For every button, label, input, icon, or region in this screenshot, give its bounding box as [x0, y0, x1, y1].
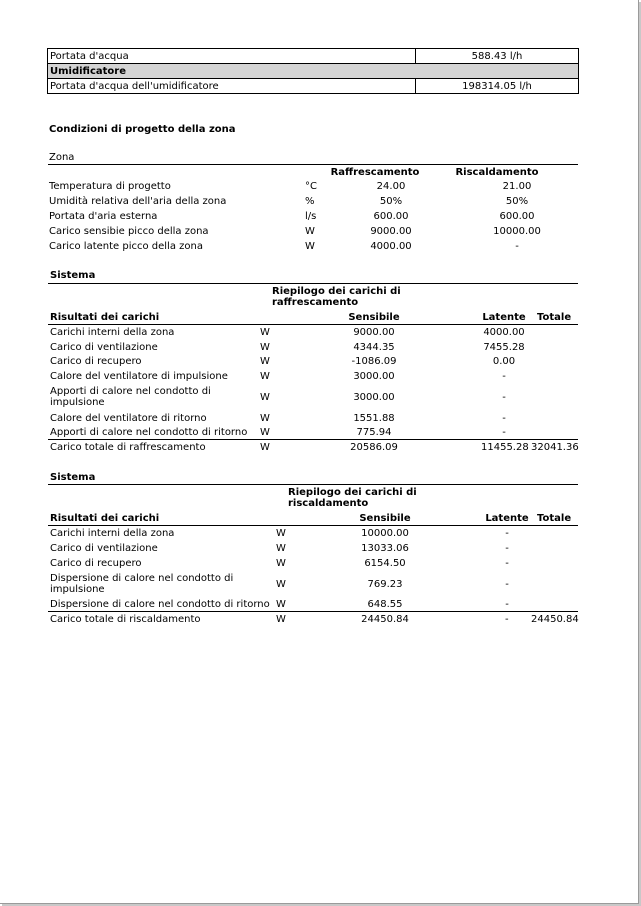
heating-sistema: Sistema: [50, 472, 96, 483]
heating-row-sens: 6154.50: [364, 558, 406, 569]
heating-row-sens: 10000.00: [361, 528, 409, 539]
heating-row-label: Carico di ventilazione: [50, 543, 158, 554]
heating-row-sens: 769.23: [367, 579, 403, 590]
heating-total-lat: -: [505, 614, 509, 625]
design-row-heat: -: [515, 241, 519, 252]
water-flow-table: [47, 48, 579, 94]
cooling-row-unit: W: [260, 327, 270, 338]
design-title: Condizioni di progetto della zona: [49, 124, 236, 135]
col-cool-header: Raffrescamento: [330, 167, 420, 178]
cooling-row-sens: 4344.35: [353, 342, 395, 353]
design-row-cool: 600.00: [373, 211, 409, 222]
heating-row-lat: -: [505, 579, 509, 590]
cooling-row-unit: W: [260, 342, 270, 353]
heating-row-unit: W: [276, 599, 286, 610]
heating-row-sens: 13033.06: [361, 543, 409, 554]
cooling-row-label: Apporti di calore nel condotto di ritorno: [50, 427, 248, 438]
design-row-label: Temperatura di progetto: [49, 181, 171, 192]
cooling-row-label: Carico di ventilazione: [50, 342, 158, 353]
heating-row-label: Dispersione di calore nel condotto di impulsione: [50, 573, 234, 595]
table-row: [48, 79, 579, 94]
design-row-cool: 4000.00: [370, 241, 412, 252]
cooling-results: Risultati dei carichi: [50, 312, 160, 323]
cooling-row-sens: 9000.00: [353, 327, 395, 338]
row-label: Portata d'acqua: [48, 49, 416, 64]
divider: [48, 324, 578, 325]
cooling-row-sens: -1086.09: [351, 356, 397, 367]
heating-summary: Riepilogo dei carichi di riscaldamento: [288, 487, 417, 509]
cooling-row-lat: -: [502, 413, 506, 424]
table-row: [48, 49, 579, 64]
cooling-row-lat: 4000.00: [483, 327, 525, 338]
heating-row-sens: 648.55: [367, 599, 403, 610]
divider: [48, 283, 578, 284]
design-row-cool: 9000.00: [370, 226, 412, 237]
heating-total-tot: 24450.84: [531, 614, 579, 625]
cooling-total-header: Totale: [537, 312, 572, 323]
cooling-row-label: Carico di recupero: [50, 356, 142, 367]
zona-label: Zona: [49, 152, 75, 163]
heating-sensible-header: Sensibile: [359, 513, 411, 524]
section-row: [48, 64, 579, 79]
cooling-row-lat: -: [502, 371, 506, 382]
divider: [48, 164, 578, 165]
design-row-heat: 50%: [505, 196, 529, 207]
design-row-unit: l/s: [305, 211, 317, 222]
cooling-row-label: Carichi interni della zona: [50, 327, 175, 338]
cooling-row-lat: 0.00: [492, 356, 516, 367]
row-label: Portata d'acqua dell'umidificatore: [48, 79, 416, 94]
heating-row-lat: -: [505, 558, 509, 569]
section-label: Umidificatore: [48, 64, 579, 79]
design-row-label: Portata d'aria esterna: [49, 211, 158, 222]
design-row-unit: W: [305, 226, 315, 237]
divider: [48, 525, 578, 526]
cooling-row-sens: 3000.00: [353, 371, 395, 382]
heating-total-unit: W: [276, 614, 286, 625]
row-value: 588.43 l/h: [416, 49, 579, 64]
heating-row-label: Carico di recupero: [50, 558, 142, 569]
heating-row-label: Carichi interni della zona: [50, 528, 175, 539]
cooling-latent-header: Latente: [482, 312, 526, 323]
design-row-heat: 600.00: [499, 211, 535, 222]
design-row-label: Carico latente picco della zona: [49, 241, 203, 252]
cooling-row-label: Calore del ventilatore di impulsione: [50, 371, 228, 382]
heating-total-header: Totale: [537, 513, 572, 524]
cooling-row-label: Apporti di calore nel condotto di impulsione: [50, 386, 211, 408]
design-row-cool: 50%: [379, 196, 403, 207]
design-row-cool: 24.00: [376, 181, 406, 192]
cooling-summary: Riepilogo dei carichi di raffrescamento: [272, 286, 401, 308]
design-row-unit: %: [305, 196, 315, 207]
design-row-label: Umidità relativa dell'aria della zona: [49, 196, 227, 207]
divider: [48, 611, 578, 612]
heating-row-unit: W: [276, 579, 286, 590]
row-value: 198314.05 l/h: [416, 79, 579, 94]
cooling-row-unit: W: [260, 413, 270, 424]
heating-latent-header: Latente: [485, 513, 529, 524]
cooling-row-lat: -: [502, 427, 506, 438]
cooling-row-sens: 775.94: [356, 427, 392, 438]
cooling-total-sens: 20586.09: [350, 442, 398, 453]
cooling-total-unit: W: [260, 442, 270, 453]
heating-row-lat: -: [505, 599, 509, 610]
cooling-row-sens: 1551.88: [353, 413, 395, 424]
cooling-row-unit: W: [260, 356, 270, 367]
divider: [48, 439, 578, 440]
heating-results: Risultati dei carichi: [50, 513, 160, 524]
design-row-heat: 10000.00: [493, 226, 541, 237]
cooling-row-unit: W: [260, 371, 270, 382]
heating-row-label: Dispersione di calore nel condotto di ritorno: [50, 599, 270, 610]
divider: [48, 484, 578, 485]
cooling-row-sens: 3000.00: [353, 392, 395, 403]
heating-row-lat: -: [505, 528, 509, 539]
heating-row-unit: W: [276, 558, 286, 569]
cooling-sensible-header: Sensibile: [348, 312, 400, 323]
cooling-row-unit: W: [260, 392, 270, 403]
heating-total-sens: 24450.84: [361, 614, 409, 625]
cooling-total-label: Carico totale di raffrescamento: [50, 442, 206, 453]
col-heat-header: Riscaldamento: [455, 167, 539, 178]
heating-row-unit: W: [276, 528, 286, 539]
cooling-sistema: Sistema: [50, 270, 96, 281]
design-row-unit: W: [305, 241, 315, 252]
heating-total-label: Carico totale di riscaldamento: [50, 614, 201, 625]
cooling-total-tot: 32041.36: [531, 442, 579, 453]
design-row-label: Carico sensibie picco della zona: [49, 226, 209, 237]
cooling-row-lat: 7455.28: [483, 342, 525, 353]
heating-row-lat: -: [505, 543, 509, 554]
cooling-row-unit: W: [260, 427, 270, 438]
cooling-row-label: Calore del ventilatore di ritorno: [50, 413, 207, 424]
design-row-heat: 21.00: [502, 181, 532, 192]
design-row-unit: °C: [305, 181, 317, 192]
heating-row-unit: W: [276, 543, 286, 554]
cooling-total-lat: 11455.28: [481, 442, 529, 453]
cooling-row-lat: -: [502, 392, 506, 403]
